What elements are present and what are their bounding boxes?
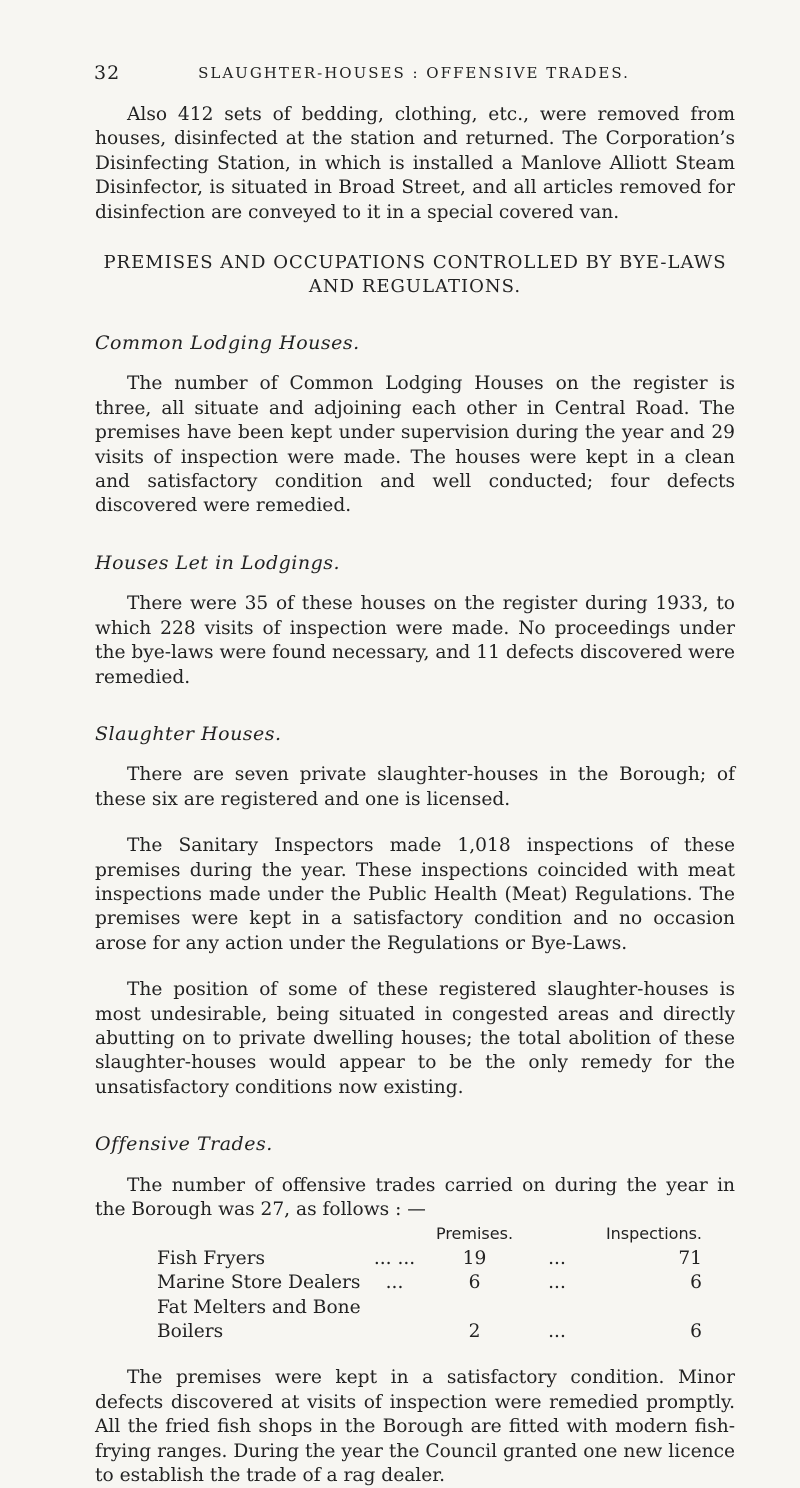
let-paragraph: There were 35 of these houses on the register during 1933, to which 228 visits of inspection were made. No proceedings under the bye-laws were found necessary, and 11 defects discovered were remedied. [95,593,735,688]
offensive-paragraph-1: The number of offensive trades carried on during the year in the Borough was 27, as follows : — [95,1174,735,1220]
premises-count: 19 [462,1247,487,1269]
offensive-paragraph-2: The premises were kept in a satisfactory condition. Minor defects discovered at visits of inspection were remedied promptly. All the fried fish shops in the Borough are fitted with modern fish-frying ranges. During the year the Council granted one new licence to establish the trade of a rag dealer. [95,1367,735,1487]
slaughter-paragraph-1: There are seven private slaughter-houses in the Borough; of these six are registered and one is licensed. [95,764,735,810]
lodging-paragraph: The number of Common Lodging Houses on the register is three, all situate and adjoining each other in Central Road. The premises have been kept under supervision during the year and 29 visits of inspection were made. The houses were kept in a clean and satisfactory condition and well conducted; four defects discovered were remedied. [95,373,735,517]
leader-dots: ... ... [373,1247,416,1269]
premises-count: 6 [468,1272,481,1294]
slaughter-paragraph-3: The position of some of these registered slaughter-houses is most undesirable, being situated in congested areas and directly abutting on to private dwelling houses; the total abolition of these slaughter-houses would appear to be the only remedy for the unsatisfactory conditions now existing. [95,979,735,1098]
table-header-row [157,1222,702,1246]
inspections-count: 71 [678,1247,702,1269]
leader-dots: ... [548,1247,566,1269]
trade-name: Fish Fryers [157,1247,266,1269]
leader-dots: ... [548,1272,566,1294]
page-body [95,103,735,1488]
page-number: 32 [94,62,121,84]
slaughter-paragraph-2: The Sanitary Inspectors made 1,018 inspections of these premises during the year. These inspections coincided with meat inspections made under the Public Health (Meat) Regulations. The premises were kept in a satisfactory condition and no occasion arose for any action under the Regulations or Bye-Laws. [95,835,735,954]
inspections-header: Inspections. [605,1224,702,1244]
premises-count: 2 [468,1321,481,1343]
main-heading [95,251,735,299]
offensive-trades-table [157,1222,702,1344]
inspections-count: 6 [690,1321,702,1343]
section-title-slaughter: Slaughter Houses. [95,722,282,745]
running-title: SLAUGHTER-HOUSES : OFFENSIVE TRADES. [198,64,630,82]
page-header [94,62,734,92]
main-heading-line1: PREMISES AND OCCUPATIONS CONTROLLED BY BYE-LAWS [103,252,727,274]
premises-header: Premises. [435,1224,514,1244]
leader-dots: ... [385,1272,404,1294]
section-title-let: Houses Let in Lodgings. [95,551,341,574]
inspections-count: 6 [690,1272,702,1294]
main-heading-line2: AND REGULATIONS. [308,276,522,298]
section-title-offensive: Offensive Trades. [95,1133,273,1156]
intro-paragraph: Also 412 sets of bedding, clothing, etc., were removed from houses, disinfected at the station and returned. The Corporation’s Disinfecting Station, in which is installed a Manlove Alliott Steam Disinfector, is situated in Broad Street, and all articles removed for disinfection are conveyed to it in a special covered van. [95,104,735,223]
table-row [157,1296,702,1345]
trade-name: Marine Store Dealers [157,1272,361,1294]
table-row [157,1247,702,1271]
table-row [157,1271,702,1295]
leader-dots: ... [548,1321,566,1343]
section-title-lodging: Common Lodging Houses. [95,332,360,355]
trade-name: Fat Melters and Bone Boilers [157,1296,361,1343]
